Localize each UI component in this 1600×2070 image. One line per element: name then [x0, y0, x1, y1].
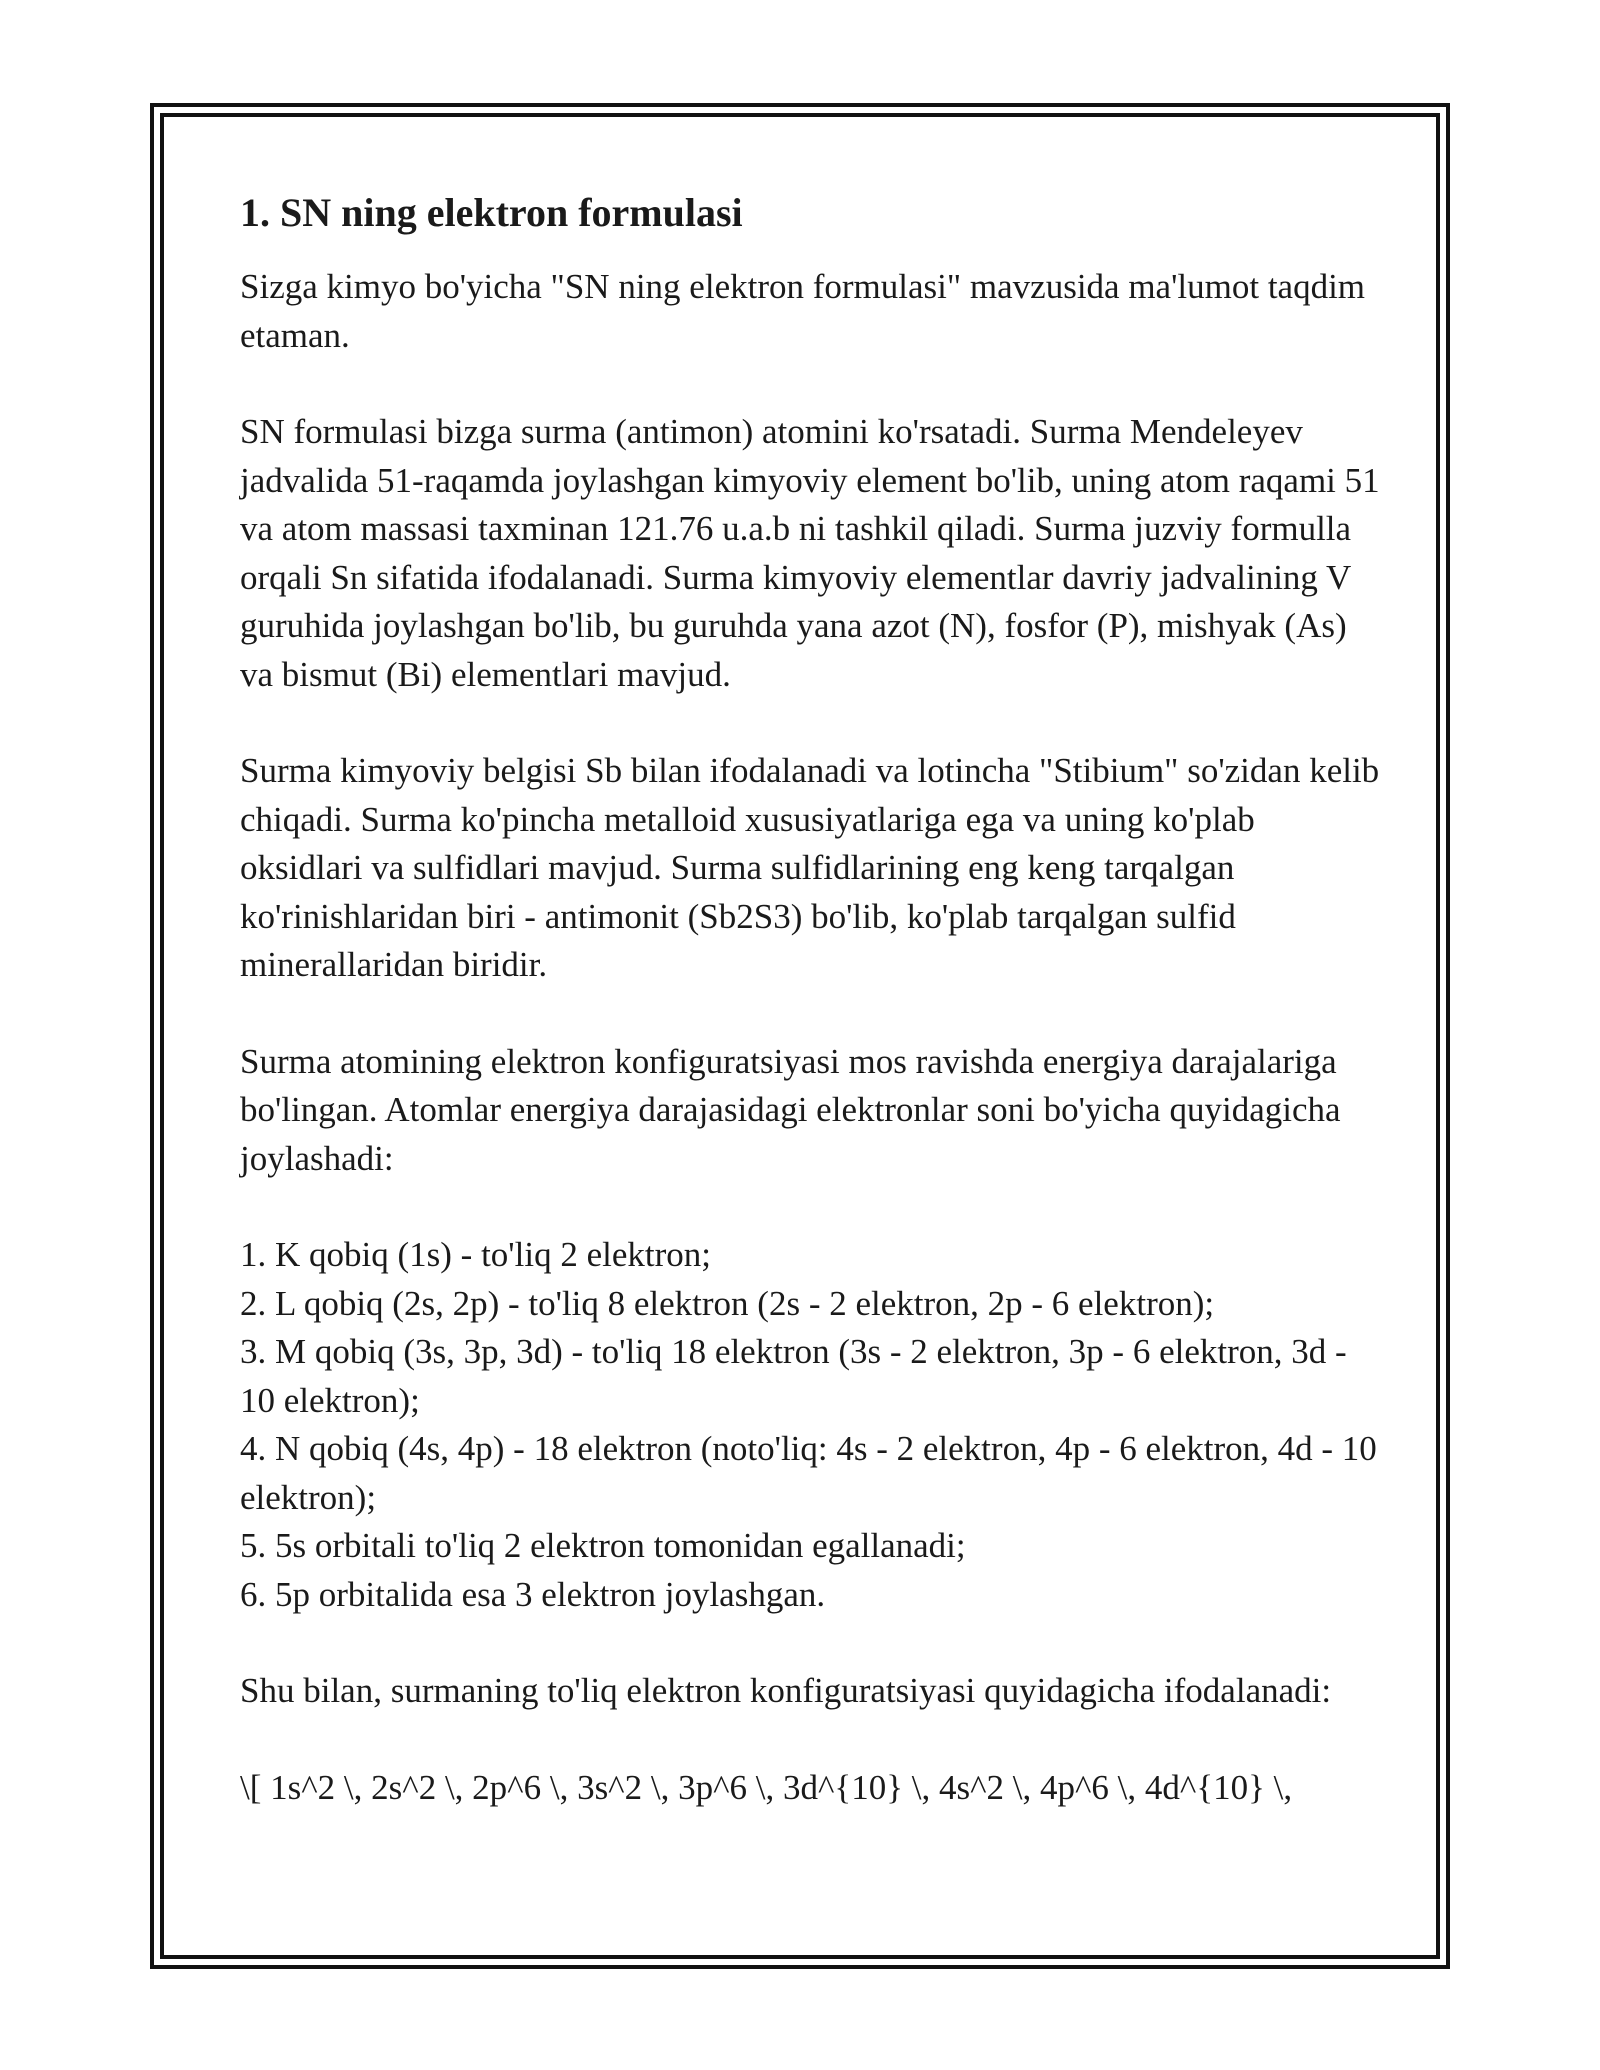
document-body — [240, 189, 1380, 1812]
page-border-outer — [150, 103, 1450, 1969]
document-title: 1. SN ning elektron formulasi — [240, 190, 743, 235]
shell-list-item: 5. 5s orbitali to'liq 2 elektron tomonidan egallanadi; — [240, 1526, 966, 1565]
shell-list-item: 2. L qobiq (2s, 2p) - to'liq 8 elektron (2s - 2 elektron, 2p - 6 elektron); — [240, 1283, 1215, 1323]
shell-list-item: 1. K qobiq (1s) - to'liq 2 elektron; — [240, 1235, 711, 1274]
shell-list-item: 4. N qobiq (4s, 4p) - 18 elektron (noto'liq: 4s - 2 elektron, 4p - 6 elektron, 4d - 10 elektron); — [240, 1429, 1377, 1517]
antimony-overview-paragraph: SN formulasi bizga surma (antimon) atomini ko'rsatadi. Surma Mendeleyev jadvalida 51-raqamda joylashgan kimyoviy element bo'lib, uning atom raqami 51 va atom massasi taxminan 121.76 u.a.b ni tashkil qiladi. Surma juzviy formulla orqali Sn sifatida ifodalanadi. Surma kimyoviy elementlar davriy jadvalining V guruhida joylashgan bo'lib, bu guruhda yana azot (N), fosfor (P), mishyak (As) va bismut (Bi) elementlari mavjud. — [240, 412, 1380, 694]
symbol-origin-paragraph: Surma kimyoviy belgisi Sb bilan ifodalanadi va lotincha "Stibium" so'zidan kelib chiqadi. Surma ko'pincha metalloid xususiyatlariga ega va uning ko'plab oksidlari va sulfidlari mavjud. Surma sulfidlarining eng keng tarqalgan ko'rinishlaridan biri - antimonit (Sb2S3) bo'lib, ko'plab tarqalgan sulfid minerallaridan biridir. — [240, 751, 1380, 984]
intro-paragraph: Sizga kimyo bo'yicha "SN ning elektron formulasi" mavzusida ma'lumot taqdim etaman. — [240, 267, 1366, 355]
shell-list-item: 6. 5p orbitalida esa 3 elektron joylashgan. — [240, 1574, 826, 1614]
shell-list — [240, 1231, 1380, 1619]
full-configuration-paragraph: Shu bilan, surmaning to'liq elektron konfiguratsiyasi quyidagicha ifodalanadi: — [240, 1671, 1332, 1710]
configuration-formula: \[ 1s^2 \, 2s^2 \, 2p^6 \, 3s^2 \, 3p^6 \, 3d^{10} \, 4s^2 \, 4p^6 \, 4d^{10} \, — [240, 1767, 1293, 1807]
configuration-intro-paragraph: Surma atomining elektron konfiguratsiyasi mos ravishda energiya darajalariga bo'lingan. Atomlar energiya darajasidagi elektronlar soni bo'yicha quyidagicha joylashadi: — [240, 1041, 1341, 1178]
shell-list-item: 3. M qobiq (3s, 3p, 3d) - to'liq 18 elektron (3s - 2 elektron, 3p - 6 elektron, 3d - 10 elektron); — [240, 1332, 1347, 1420]
